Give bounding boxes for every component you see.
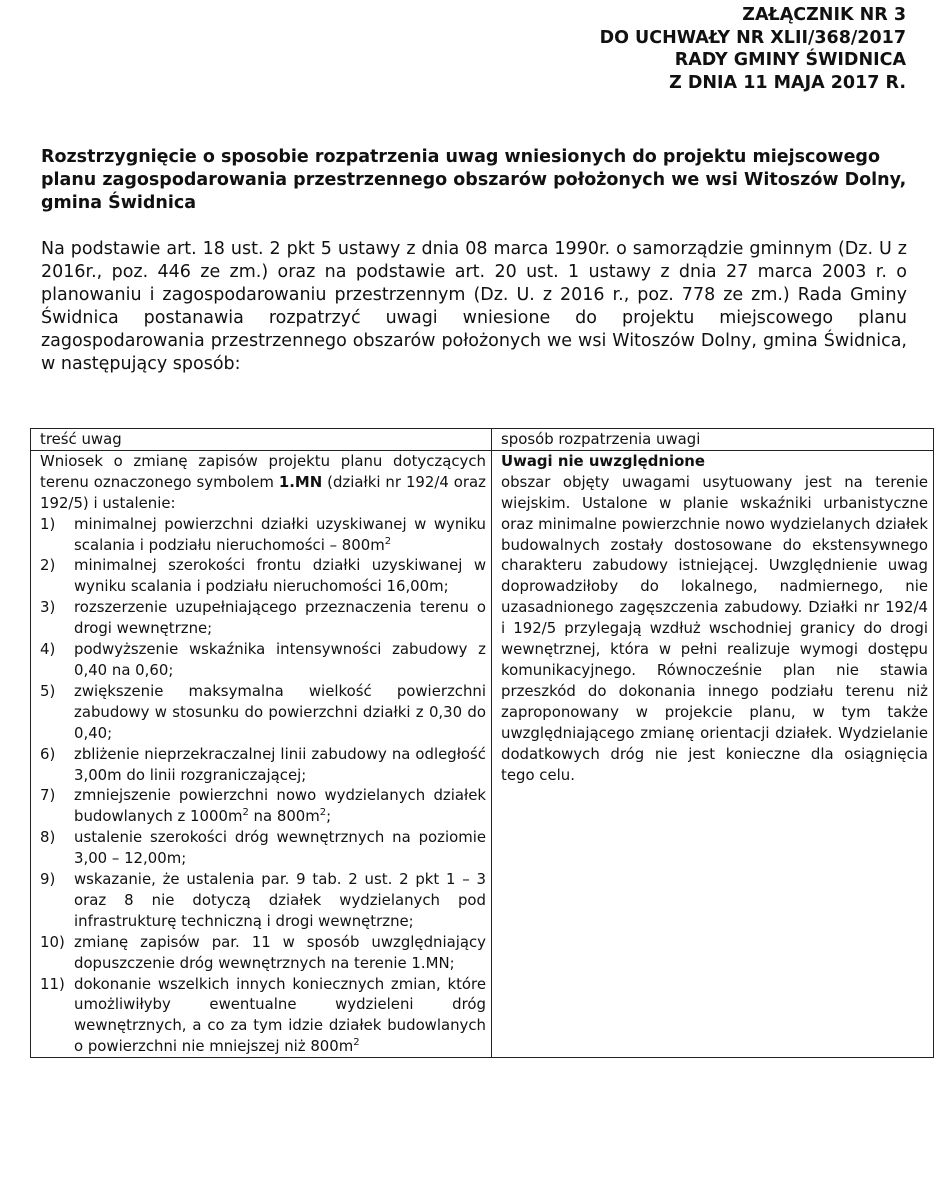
item-number: 9) xyxy=(40,870,56,889)
item-text: wskazanie, że ustalenia par. 9 tab. 2 ust. 2 pkt 1 – 3 oraz 8 nie dotyczą działek wydzielanych pod infrastrukturę techniczną i drogi wewnętrzne; xyxy=(74,870,486,930)
item-number: 6) xyxy=(40,744,56,763)
remark-items-list xyxy=(40,514,486,1058)
item-number: 2) xyxy=(40,556,56,575)
item-text-body: minimalnej powierzchni działki uzyskiwanej w wyniku scalania i podziału nieruchomości – 800m xyxy=(74,514,486,554)
list-item xyxy=(40,514,486,556)
list-item xyxy=(40,932,486,974)
item-number: 3) xyxy=(40,598,56,617)
item-text: zmianę zapisów par. 11 w sposób uwzględniający dopuszczenie dróg wewnętrznych na terenie 1.MN; xyxy=(74,932,486,972)
list-item xyxy=(40,869,486,932)
item-text xyxy=(74,514,486,556)
list-item xyxy=(40,785,486,827)
header-line-3: RADY GMINY ŚWIDNICA xyxy=(674,50,906,70)
list-item xyxy=(40,681,486,744)
item-superscript: 2 xyxy=(384,535,392,547)
item-text xyxy=(74,785,486,827)
item-text: minimalnej szerokości frontu działki uzyskiwanej w wyniku scalania i podziału nieruchomości 16,00m; xyxy=(74,556,486,596)
item-number: 8) xyxy=(40,828,56,847)
item-number: 4) xyxy=(40,640,56,659)
list-item xyxy=(40,555,486,597)
resolution-verdict: Uwagi nie uwzględnione xyxy=(501,451,706,470)
remark-symbol: 1.MN xyxy=(278,472,323,491)
header-line-1: ZAŁĄCZNIK NR 3 xyxy=(742,5,906,25)
item-text: zbliżenie nieprzekraczalnej linii zabudowy na odległość 3,00m do linii rozgraniczającej; xyxy=(74,744,486,784)
item-number: 1) xyxy=(40,514,56,533)
list-item xyxy=(40,827,486,869)
item-number: 10) xyxy=(40,932,65,951)
table-header-row xyxy=(31,429,934,451)
remark-lead xyxy=(40,451,486,514)
item-number: 11) xyxy=(40,974,65,993)
item-text: ustalenie szerokości dróg wewnętrznych na poziomie 3,00 – 12,00m; xyxy=(74,828,486,868)
intro-paragraph: Na podstawie art. 18 ust. 2 pkt 5 ustawy z dnia 08 marca 1990r. o samorządzie gminnym (Dz. U z 2016r., poz. 446 ze zm.) oraz na podstawie art. 20 ust. 1 ustawy z dnia 27 marca 2003 r. o planowaniu i zagospodarowaniu przestrzennym (Dz. U. z 2016 r., poz. 778 ze zm.) Rada Gminy Świdnica postanawia rozpatrzyć uwagi wniesione do projektu miejscowego planu zagospodarowania przestrzennego obszarów położonych we wsi Witoszów Dolny, gmina Świdnica, w następujący sposób: xyxy=(41,239,907,374)
remark-cell xyxy=(31,450,492,1057)
header-remarks-content: treść uwag xyxy=(31,429,492,451)
remark-lead-text-end: (działki nr 192/4 oraz 192/5) i ustalenie: xyxy=(40,472,486,512)
item-superscript: 2 xyxy=(353,1037,360,1049)
list-item xyxy=(40,744,486,786)
item-text-body: zmniejszenie powierzchni nowo wydzielanych działek budowlanych z 1000m xyxy=(74,786,486,826)
remark-lead-text: Wniosek o zmianę zapisów projektu planu dotyczących terenu oznaczonego symbolem xyxy=(40,451,486,491)
resolution-justification: obszar objęty uwagami usytuowany jest na terenie wiejskim. Ustalone w planie wskaźniki urbanistyczne oraz minimalne powierzchnie nowo wydzielanych działek budowalnych zostały dostosowane do ekstensywnego charakteru zabudowy istniejącej. Uwzględnienie uwag doprowadziłoby do lokalnego, nadmiernego, nie uzasadnionego zagęszczenia zabudowy. Działki nr 192/4 i 192/5 przylegają wzdłuż wschodniej granicy do drogi wewnętrznej, która w pełni realizuje wymogi dostępu komunikacyjnego. Równocześnie plan nie stawia przeszkód do dokonania innego podziału terenu niż zaproponowany w projekcie planu, w tym także uwzględniającego zmianę orientacji działek. Wydzielanie dodatkowych dróg nie jest konieczne dla osiągnięcia tego celu. xyxy=(501,472,928,784)
resolution-cell xyxy=(492,450,934,1057)
item-text-body: na 800m xyxy=(248,807,320,826)
item-text: podwyższenie wskaźnika intensywności zabudowy z 0,40 na 0,60; xyxy=(74,640,486,679)
list-item xyxy=(40,974,486,1058)
item-superscript: 2 xyxy=(242,807,249,819)
item-superscript: 2 xyxy=(319,807,327,819)
list-item xyxy=(40,639,486,681)
table-row xyxy=(31,450,934,1057)
item-text: rozszerzenie uzupełniającego przeznaczenia terenu o drogi wewnętrzne; xyxy=(74,598,486,638)
item-text-body: dokonanie wszelkich innych koniecznych zmian, które umożliwiłyby ewentualne wydzieleni dróg wewnętrznych, a co za tym idzie działek budowlanych o powierzchni nie mniejszej niż 800m xyxy=(74,974,486,1056)
item-number: 7) xyxy=(40,786,56,805)
item-text: zwiększenie maksymalna wielkość powierzchni zabudowy w stosunku do powierzchni działki z 0,30 do 0,40; xyxy=(74,681,486,742)
document-title: Rozstrzygnięcie o sposobie rozpatrzenia uwag wniesionych do projektu miejscowego planu zagospodarowania przestrzennego obszarów położonych we wsi Witoszów Dolny, gmina Świdnica xyxy=(41,147,907,213)
header-line-4: Z DNIA 11 MAJA 2017 R. xyxy=(669,72,906,93)
remarks-table xyxy=(30,428,934,1058)
list-item xyxy=(40,597,486,639)
attachment-header xyxy=(600,4,906,94)
header-line-2: DO UCHWAŁY NR XLII/368/2017 xyxy=(599,27,906,48)
item-number: 5) xyxy=(40,681,56,700)
header-resolution-method: sposób rozpatrzenia uwagi xyxy=(492,429,934,451)
item-text-body: ; xyxy=(326,807,332,826)
item-text xyxy=(74,974,486,1058)
